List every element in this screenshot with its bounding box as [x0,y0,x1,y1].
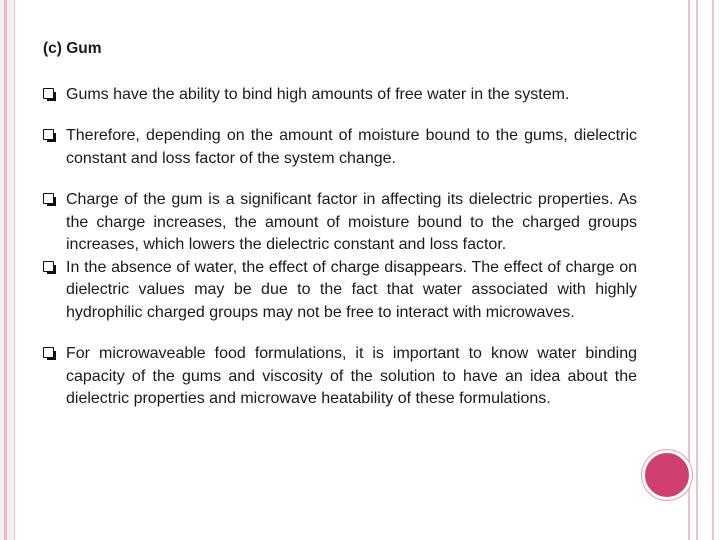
bullet-item [43,257,637,325]
slide-heading: (c) Gum [43,40,102,57]
left-border-stripe [4,0,7,540]
bullet-item [43,125,637,170]
bullet-text: In the absence of water, the effect of charge disappears. The effect of charge on dielectric values may be due to the fact that water associated with highly hydrophilic charged groups may not be free to interact with microwaves. [66,258,637,321]
right-border-line [712,0,714,540]
bullet-item [43,84,637,107]
bullet-text: For microwaveable food formulations, it is important to know water binding capacity of the gums and viscosity of the solution to have an idea about the dielectric properties and microwave heatability of these formulations. [66,345,637,407]
bullet-text: Therefore, depending on the amount of moisture bound to the gums, dielectric constant and loss factor of the system change. [66,127,637,167]
decorative-circle-icon [642,450,692,500]
bullet-text: Gums have the ability to bind high amounts of free water in the system. [66,85,570,103]
right-decorative-border [684,0,720,540]
checkbox-bullet-icon [43,193,54,204]
left-decorative-border [0,0,15,540]
right-border-line [696,0,698,540]
checkbox-bullet-icon [43,347,54,358]
bullet-text: Charge of the gum is a significant factor in affecting its dielectric properties. As the charge increases, the amount of moisture bound to the charged groups increases, which lowers the dielectric constant and loss factor. [66,191,637,253]
checkbox-bullet-icon [43,88,54,99]
bullet-item [43,343,637,411]
bullet-item [43,189,637,257]
checkbox-bullet-icon [43,261,54,272]
slide-content [43,38,637,411]
right-border-line [688,0,690,540]
checkbox-bullet-icon [43,129,54,140]
